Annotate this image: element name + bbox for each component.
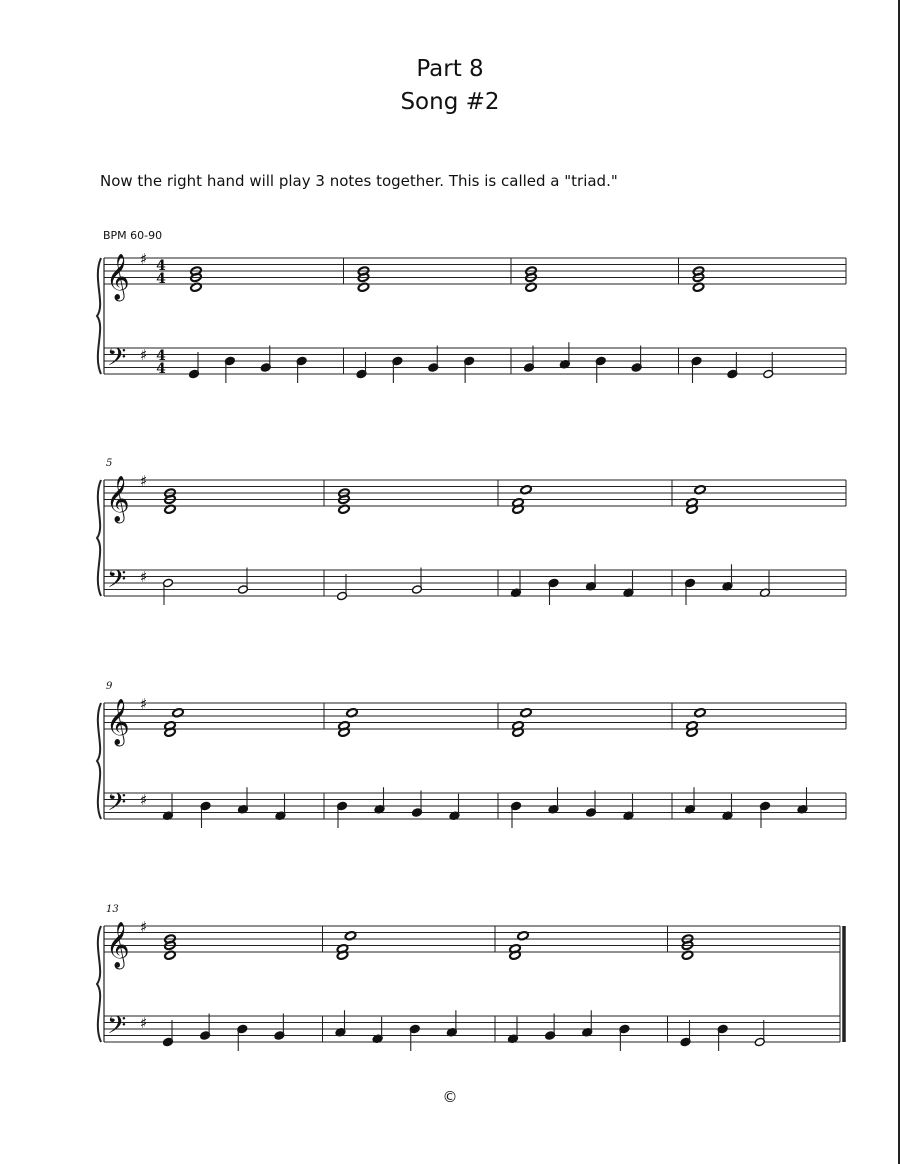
- treble-clef-icon: 𝄞: [106, 699, 130, 745]
- measure-number: 13: [106, 904, 119, 915]
- time-signature-top: 4: [156, 348, 166, 364]
- brace-icon: [97, 258, 101, 374]
- time-signature-bottom: 4: [156, 361, 166, 377]
- brace-icon: [97, 703, 101, 819]
- tempo-marking: BPM 60-90: [103, 229, 163, 242]
- page-subtitle: Song #2: [400, 89, 500, 115]
- instruction-text: Now the right hand will play 3 notes together. This is called a "triad.": [100, 172, 618, 190]
- treble-clef-icon: 𝄞: [106, 254, 130, 300]
- key-signature-sharp-icon: ♯: [140, 918, 148, 936]
- brace-icon: [97, 480, 101, 596]
- measure-number: 5: [106, 458, 113, 469]
- time-signature-bottom: 4: [156, 271, 166, 287]
- key-signature-sharp-icon: ♯: [140, 695, 148, 713]
- key-signature-sharp-icon: ♯: [140, 568, 148, 586]
- bass-clef-icon: 𝄢: [107, 788, 127, 823]
- key-signature-sharp-icon: ♯: [140, 472, 148, 490]
- key-signature-sharp-icon: ♯: [140, 791, 148, 809]
- bass-clef-icon: 𝄢: [107, 1011, 127, 1046]
- brace-icon: [97, 926, 101, 1042]
- bass-clef-icon: 𝄢: [107, 343, 127, 378]
- key-signature-sharp-icon: ♯: [140, 250, 148, 268]
- key-signature-sharp-icon: ♯: [140, 1014, 148, 1032]
- time-signature-top: 4: [156, 258, 166, 274]
- copyright-symbol: ©: [442, 1088, 458, 1106]
- bass-clef-icon: 𝄢: [107, 565, 127, 600]
- measure-number: 9: [106, 681, 113, 692]
- page-title: Part 8: [416, 56, 484, 82]
- treble-clef-icon: 𝄞: [106, 476, 130, 522]
- treble-clef-icon: 𝄞: [106, 922, 130, 968]
- key-signature-sharp-icon: ♯: [140, 346, 148, 364]
